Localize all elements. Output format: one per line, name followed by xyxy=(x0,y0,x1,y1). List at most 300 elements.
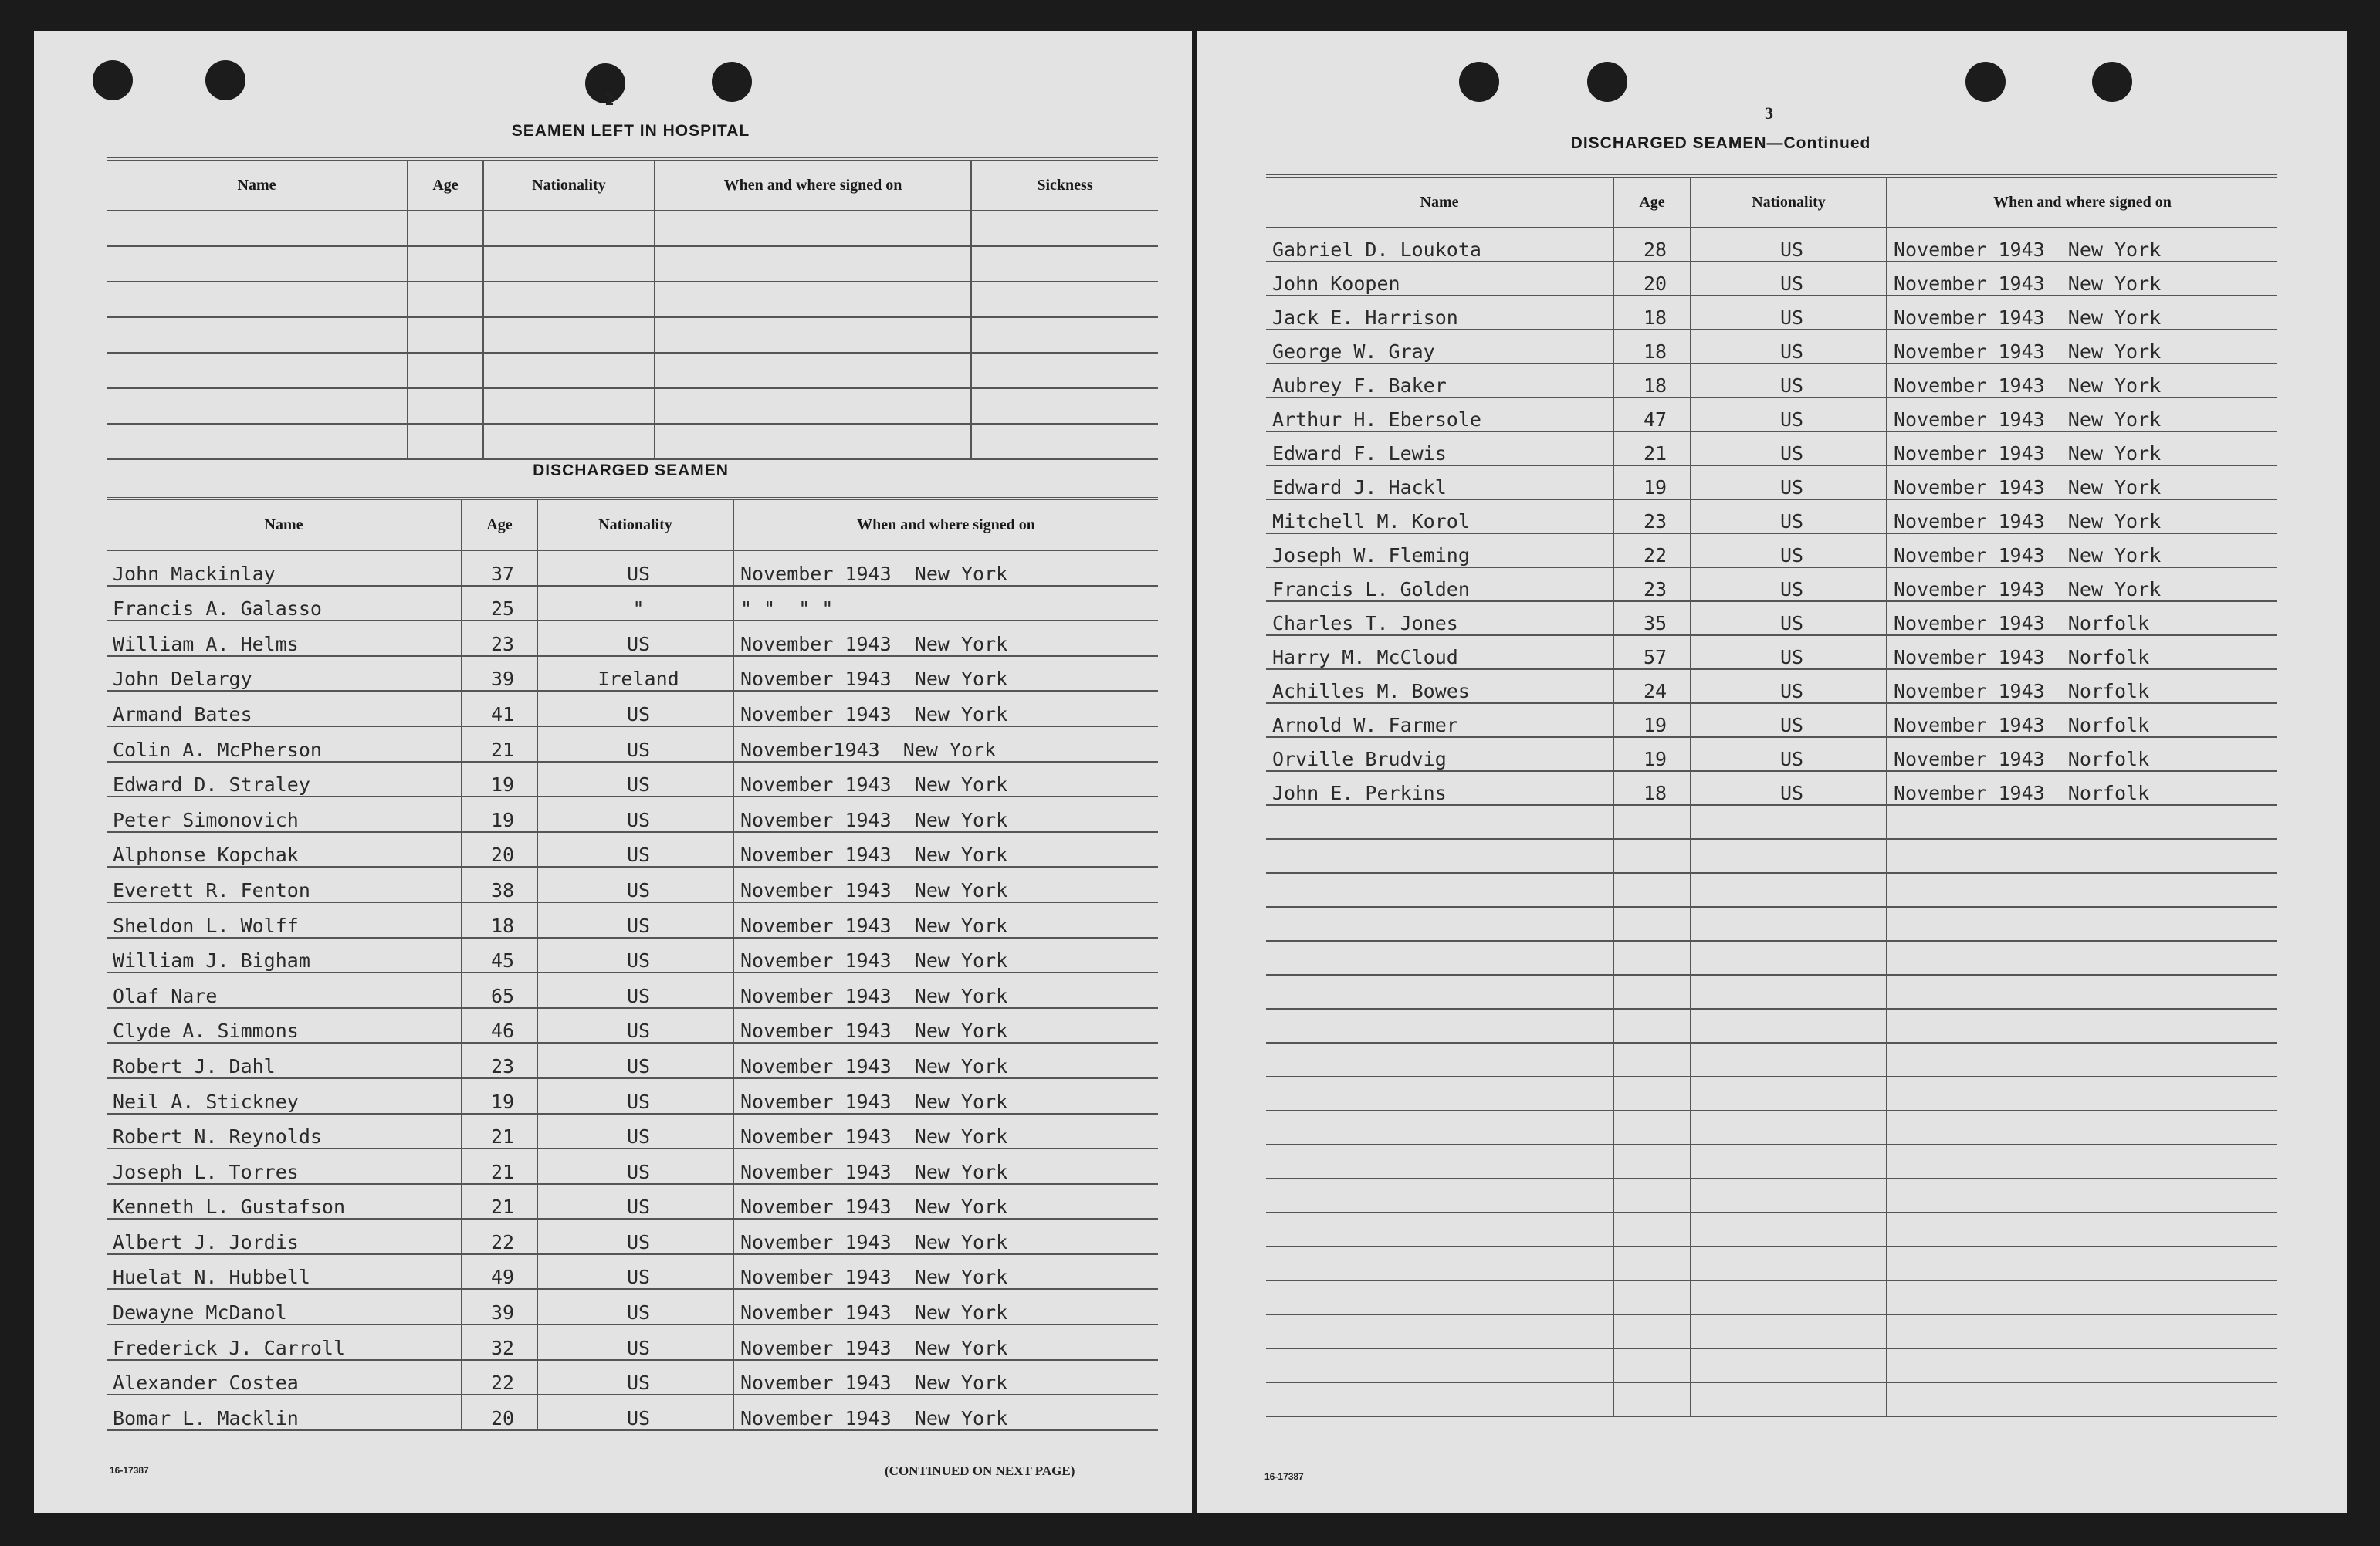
nationality-cell: US xyxy=(537,867,733,902)
when-where-cell xyxy=(655,353,971,388)
table-row xyxy=(1266,1145,2277,1179)
table-row xyxy=(1266,567,2277,601)
nationality-cell: US xyxy=(537,1219,733,1254)
age-cell: 39 xyxy=(462,1289,537,1324)
age-cell xyxy=(408,424,483,459)
nationality-cell xyxy=(1691,941,1887,975)
when-where-cell xyxy=(1887,533,2277,567)
name-cell: Harry M. McCloud xyxy=(1266,635,1613,669)
discharged-continued-title: DISCHARGED SEAMEN—Continued xyxy=(1570,134,1871,152)
signed-on-port: Norfolk xyxy=(2067,612,2150,634)
nationality-cell xyxy=(1691,907,1887,941)
nationality-cell xyxy=(483,388,655,424)
table-row xyxy=(107,1008,1158,1044)
signed-on-date: November 1943 xyxy=(1894,476,2045,499)
name-cell xyxy=(1266,839,1613,873)
name-cell xyxy=(1266,975,1613,1009)
when-where-cell xyxy=(733,902,1158,938)
age-cell: 18 xyxy=(1613,296,1691,330)
binder-hole xyxy=(1965,62,2006,102)
signed-on-date: November 1943 xyxy=(740,632,892,655)
age-cell xyxy=(1613,1348,1691,1382)
age-cell: 23 xyxy=(462,1043,537,1078)
when-where-cell xyxy=(1887,1111,2277,1145)
when-where-cell xyxy=(1887,1280,2277,1314)
age-cell: 19 xyxy=(1613,737,1691,771)
name-cell: Robert J. Dahl xyxy=(107,1043,462,1078)
table-row xyxy=(107,550,1158,586)
signed-on-port: New York xyxy=(914,1196,1008,1219)
age-cell xyxy=(1613,1247,1691,1280)
nationality-cell: US xyxy=(1691,296,1887,330)
discharged-continued-table xyxy=(1266,174,2277,1417)
age-cell xyxy=(1613,839,1691,873)
signed-on-date: November 1943 xyxy=(740,1266,892,1289)
when-where-cell xyxy=(733,1360,1158,1395)
when-where-cell xyxy=(733,550,1158,586)
name-cell xyxy=(107,424,408,459)
col-header-nationality: Nationality xyxy=(1691,176,1887,228)
nationality-cell xyxy=(1691,1382,1887,1416)
name-cell xyxy=(1266,1213,1613,1247)
name-cell: Clyde A. Simmons xyxy=(107,1008,462,1044)
name-cell: Kenneth L. Gustafson xyxy=(107,1184,462,1220)
when-where-cell xyxy=(655,388,971,424)
discharged-table xyxy=(107,497,1158,1431)
age-cell: 20 xyxy=(1613,262,1691,296)
nationality-cell xyxy=(1691,873,1887,907)
signed-on-date: November1943 xyxy=(740,738,880,761)
age-cell: 45 xyxy=(462,938,537,973)
signed-on-port: New York xyxy=(914,914,1008,937)
age-cell: 18 xyxy=(462,902,537,938)
nationality-cell: US xyxy=(537,762,733,797)
when-where-cell xyxy=(733,1149,1158,1184)
when-where-cell xyxy=(1887,1043,2277,1077)
nationality-cell xyxy=(1691,1348,1887,1382)
col-header-age: Age xyxy=(462,499,537,550)
signed-on-port: New York xyxy=(2067,306,2162,329)
when-where-cell xyxy=(733,726,1158,762)
when-where-cell xyxy=(733,938,1158,973)
when-where-cell xyxy=(733,1324,1158,1360)
table-row xyxy=(1266,1348,2277,1382)
name-cell: Frederick J. Carroll xyxy=(107,1324,462,1360)
nationality-cell: US xyxy=(1691,262,1887,296)
table-row xyxy=(1266,907,2277,941)
name-cell: Arthur H. Ebersole xyxy=(1266,397,1613,431)
age-cell: 49 xyxy=(462,1254,537,1290)
name-cell xyxy=(1266,1280,1613,1314)
table-row xyxy=(1266,975,2277,1009)
age-cell: 19 xyxy=(1613,703,1691,737)
age-cell: 28 xyxy=(1613,228,1691,262)
when-where-cell xyxy=(733,691,1158,726)
age-cell: 19 xyxy=(462,762,537,797)
name-cell: Neil A. Stickney xyxy=(107,1078,462,1114)
name-cell: Huelat N. Hubbell xyxy=(107,1254,462,1290)
name-cell xyxy=(107,353,408,388)
name-cell: John E. Perkins xyxy=(1266,771,1613,805)
when-where-cell xyxy=(1887,567,2277,601)
nationality-cell: US xyxy=(1691,635,1887,669)
age-cell: 35 xyxy=(1613,601,1691,635)
nationality-cell: US xyxy=(1691,601,1887,635)
signed-on-port: New York xyxy=(914,1372,1008,1395)
signed-on-port: Norfolk xyxy=(2067,782,2150,804)
age-cell: 47 xyxy=(1613,397,1691,431)
signed-on-date: November 1943 xyxy=(740,1406,892,1429)
when-where-cell xyxy=(733,621,1158,656)
signed-on-port: New York xyxy=(914,1125,1008,1149)
table-row xyxy=(1266,465,2277,499)
name-cell: John Mackinlay xyxy=(107,550,462,586)
name-cell xyxy=(1266,873,1613,907)
signed-on-port: New York xyxy=(914,1301,1008,1324)
table-row xyxy=(107,832,1158,868)
binder-hole xyxy=(1459,62,1499,102)
age-cell: 21 xyxy=(1613,431,1691,465)
age-cell xyxy=(408,211,483,246)
name-cell: Everett R. Fenton xyxy=(107,867,462,902)
nationality-cell: US xyxy=(1691,228,1887,262)
table-row xyxy=(107,1395,1158,1430)
when-where-cell xyxy=(655,317,971,353)
when-where-cell xyxy=(733,1114,1158,1149)
col-header-nationality: Nationality xyxy=(483,159,655,211)
name-cell: Armand Bates xyxy=(107,691,462,726)
nationality-cell: US xyxy=(1691,465,1887,499)
table-row xyxy=(1266,635,2277,669)
when-where-cell xyxy=(655,282,971,317)
table-row xyxy=(107,902,1158,938)
table-row xyxy=(107,867,1158,902)
table-row xyxy=(107,1184,1158,1220)
table-row xyxy=(1266,1382,2277,1416)
page-number: 2 xyxy=(605,90,614,109)
when-where-cell xyxy=(1887,1145,2277,1179)
signed-on-date: November 1943 xyxy=(1894,782,2045,804)
name-cell xyxy=(107,317,408,353)
age-cell: 21 xyxy=(462,1184,537,1220)
age-cell: 20 xyxy=(462,1395,537,1430)
when-where-cell xyxy=(1887,397,2277,431)
table-row xyxy=(1266,1314,2277,1348)
table-row xyxy=(107,726,1158,762)
when-where-cell xyxy=(1887,499,2277,533)
age-cell: 18 xyxy=(1613,330,1691,364)
table-row xyxy=(1266,601,2277,635)
table-row xyxy=(107,1254,1158,1290)
signed-on-date: November 1943 xyxy=(1894,612,2045,634)
name-cell xyxy=(1266,1145,1613,1179)
nationality-cell xyxy=(483,211,655,246)
col-header-when-where: When and where signed on xyxy=(733,499,1158,550)
nationality-cell xyxy=(483,424,655,459)
table-row xyxy=(107,762,1158,797)
name-cell: Albert J. Jordis xyxy=(107,1219,462,1254)
nationality-cell: US xyxy=(537,1078,733,1114)
when-where-cell xyxy=(1887,907,2277,941)
nationality-cell: US xyxy=(537,832,733,868)
nationality-cell: US xyxy=(537,550,733,586)
when-where-cell xyxy=(1887,703,2277,737)
name-cell: Olaf Nare xyxy=(107,973,462,1008)
signed-on-date: November 1943 xyxy=(740,1196,892,1219)
age-cell xyxy=(1613,1280,1691,1314)
name-cell: Sheldon L. Wolff xyxy=(107,902,462,938)
signed-on-port: New York xyxy=(914,1020,1008,1043)
when-where-cell xyxy=(1887,1009,2277,1043)
age-cell: 23 xyxy=(1613,499,1691,533)
name-cell: William J. Bigham xyxy=(107,938,462,973)
table-row xyxy=(107,353,1158,388)
name-cell: Francis A. Galasso xyxy=(107,586,462,621)
table-row xyxy=(107,656,1158,692)
table-row xyxy=(107,797,1158,832)
signed-on-port: New York xyxy=(914,562,1008,585)
sickness-cell xyxy=(971,246,1158,282)
when-where-cell xyxy=(1887,465,2277,499)
name-cell: John Koopen xyxy=(1266,262,1613,296)
nationality-cell xyxy=(1691,839,1887,873)
signed-on-date: November 1943 xyxy=(740,1301,892,1324)
table-row xyxy=(107,424,1158,459)
table-row xyxy=(1266,771,2277,805)
signed-on-date: November 1943 xyxy=(740,1336,892,1359)
name-cell xyxy=(1266,941,1613,975)
discharged-header-row xyxy=(107,499,1158,550)
when-where-cell xyxy=(733,1219,1158,1254)
when-where-cell xyxy=(1887,364,2277,397)
age-cell: 20 xyxy=(462,832,537,868)
nationality-cell: US xyxy=(1691,771,1887,805)
age-cell xyxy=(1613,1111,1691,1145)
name-cell: Edward F. Lewis xyxy=(1266,431,1613,465)
table-row xyxy=(1266,1009,2277,1043)
nationality-cell: US xyxy=(537,902,733,938)
page-number: 3 xyxy=(1765,103,1773,123)
table-row xyxy=(1266,1043,2277,1077)
age-cell xyxy=(1613,1314,1691,1348)
name-cell xyxy=(1266,1077,1613,1111)
name-cell: Dewayne McDanol xyxy=(107,1289,462,1324)
age-cell xyxy=(1613,1043,1691,1077)
signed-on-port: New York xyxy=(914,844,1008,867)
signed-on-port: New York xyxy=(914,1054,1008,1077)
nationality-cell: Ireland xyxy=(537,656,733,692)
when-where-cell xyxy=(1887,941,2277,975)
table-row xyxy=(1266,262,2277,296)
when-where-cell xyxy=(733,586,1158,621)
signed-on-port: New York xyxy=(914,1336,1008,1359)
nationality-cell: US xyxy=(1691,330,1887,364)
signed-on-date: November 1943 xyxy=(740,878,892,902)
sickness-cell xyxy=(971,353,1158,388)
name-cell: Arnold W. Farmer xyxy=(1266,703,1613,737)
age-cell xyxy=(1613,1145,1691,1179)
nationality-cell: US xyxy=(537,1395,733,1430)
when-where-cell xyxy=(733,1254,1158,1290)
signed-on-port: New York xyxy=(902,738,997,761)
table-row xyxy=(1266,873,2277,907)
signed-on-date: November 1943 xyxy=(1894,544,2045,567)
col-header-name: Name xyxy=(1266,176,1613,228)
signed-on-port: New York xyxy=(2067,578,2162,600)
sickness-cell xyxy=(971,317,1158,353)
when-where-cell xyxy=(733,1395,1158,1430)
age-cell: 65 xyxy=(462,973,537,1008)
nationality-cell: US xyxy=(1691,703,1887,737)
signed-on-port: New York xyxy=(914,1230,1008,1253)
signed-on-port: New York xyxy=(914,808,1008,831)
name-cell xyxy=(1266,1179,1613,1213)
signed-on-port: New York xyxy=(2067,476,2162,499)
age-cell xyxy=(1613,1009,1691,1043)
table-row xyxy=(107,1289,1158,1324)
age-cell: 37 xyxy=(462,550,537,586)
age-cell: 46 xyxy=(462,1008,537,1044)
sickness-cell xyxy=(971,388,1158,424)
nationality-cell: US xyxy=(537,1114,733,1149)
signed-on-port: New York xyxy=(914,632,1008,655)
nationality-cell xyxy=(483,246,655,282)
name-cell: John Delargy xyxy=(107,656,462,692)
col-header-sickness: Sickness xyxy=(971,159,1158,211)
table-row xyxy=(107,1324,1158,1360)
when-where-cell xyxy=(655,211,971,246)
table-row xyxy=(1266,397,2277,431)
table-row xyxy=(107,1078,1158,1114)
when-where-cell xyxy=(733,1289,1158,1324)
table-row xyxy=(1266,533,2277,567)
when-where-cell xyxy=(733,832,1158,868)
signed-on-port: New York xyxy=(2067,442,2162,465)
sickness-cell xyxy=(971,424,1158,459)
when-where-cell xyxy=(1887,330,2277,364)
when-where-cell xyxy=(1887,805,2277,839)
nationality-cell xyxy=(1691,975,1887,1009)
age-cell: 18 xyxy=(1613,771,1691,805)
table-row xyxy=(107,691,1158,726)
age-cell xyxy=(1613,941,1691,975)
table-row xyxy=(107,973,1158,1008)
when-where-cell xyxy=(733,1043,1158,1078)
nationality-cell: US xyxy=(537,1043,733,1078)
age-cell: 18 xyxy=(1613,364,1691,397)
name-cell: Robert N. Reynolds xyxy=(107,1114,462,1149)
signed-on-date: November 1943 xyxy=(740,949,892,973)
age-cell xyxy=(408,282,483,317)
signed-on-port: New York xyxy=(2067,374,2162,397)
when-where-cell xyxy=(1887,1314,2277,1348)
table-row xyxy=(1266,499,2277,533)
when-where-cell xyxy=(733,656,1158,692)
col-header-nationality: Nationality xyxy=(537,499,733,550)
nationality-cell xyxy=(1691,1077,1887,1111)
nationality-cell: US xyxy=(537,1149,733,1184)
age-cell: 23 xyxy=(462,621,537,656)
age-cell: 19 xyxy=(462,1078,537,1114)
hospital-header-row xyxy=(107,159,1158,211)
when-where-cell xyxy=(1887,1077,2277,1111)
table-row xyxy=(107,1149,1158,1184)
table-row xyxy=(107,1114,1158,1149)
signed-on-date: November 1943 xyxy=(1894,578,2045,600)
name-cell: Peter Simonovich xyxy=(107,797,462,832)
signed-on-port: New York xyxy=(914,984,1008,1007)
age-cell: 21 xyxy=(462,726,537,762)
age-cell xyxy=(1613,975,1691,1009)
signed-on-port: New York xyxy=(2067,408,2162,431)
age-cell: 57 xyxy=(1613,635,1691,669)
nationality-cell xyxy=(483,317,655,353)
name-cell: Charles T. Jones xyxy=(1266,601,1613,635)
binder-hole xyxy=(712,62,752,102)
nationality-cell xyxy=(1691,805,1887,839)
nationality-cell xyxy=(1691,1111,1887,1145)
signed-on-port: " " xyxy=(798,597,834,621)
signed-on-date: November 1943 xyxy=(1894,408,2045,431)
when-where-cell xyxy=(1887,669,2277,703)
nationality-cell: US xyxy=(1691,669,1887,703)
table-row xyxy=(1266,941,2277,975)
table-row xyxy=(1266,669,2277,703)
table-row xyxy=(107,1219,1158,1254)
when-where-cell xyxy=(1887,873,2277,907)
name-cell xyxy=(1266,907,1613,941)
when-where-cell xyxy=(1887,601,2277,635)
when-where-cell xyxy=(1887,839,2277,873)
when-where-cell xyxy=(1887,771,2277,805)
signed-on-date: November 1943 xyxy=(740,808,892,831)
nationality-cell: US xyxy=(1691,397,1887,431)
when-where-cell xyxy=(733,1008,1158,1044)
table-row xyxy=(1266,431,2277,465)
nationality-cell: US xyxy=(537,1008,733,1044)
signed-on-date: November 1943 xyxy=(1894,306,2045,329)
when-where-cell xyxy=(733,867,1158,902)
signed-on-port: New York xyxy=(914,702,1008,726)
signed-on-port: New York xyxy=(914,1406,1008,1429)
nationality-cell xyxy=(1691,1314,1887,1348)
signed-on-port: New York xyxy=(2067,510,2162,533)
nationality-cell xyxy=(483,353,655,388)
table-row xyxy=(1266,1213,2277,1247)
signed-on-date: November 1943 xyxy=(1894,238,2045,261)
when-where-cell xyxy=(1887,431,2277,465)
age-cell xyxy=(408,388,483,424)
name-cell: Francis L. Golden xyxy=(1266,567,1613,601)
signed-on-date: November 1943 xyxy=(1894,748,2045,770)
signed-on-port: New York xyxy=(914,949,1008,973)
col-header-name: Name xyxy=(107,499,462,550)
table-row xyxy=(1266,330,2277,364)
when-where-cell xyxy=(1887,1179,2277,1213)
nationality-cell: US xyxy=(537,1324,733,1360)
signed-on-date: November 1943 xyxy=(740,1372,892,1395)
form-number: 16-17387 xyxy=(110,1465,149,1476)
signed-on-port: New York xyxy=(914,1160,1008,1183)
nationality-cell: US xyxy=(537,1254,733,1290)
nationality-cell xyxy=(1691,1247,1887,1280)
nationality-cell: US xyxy=(1691,567,1887,601)
table-row xyxy=(107,1043,1158,1078)
table-row xyxy=(1266,703,2277,737)
age-cell: 41 xyxy=(462,691,537,726)
name-cell xyxy=(1266,1247,1613,1280)
age-cell xyxy=(408,353,483,388)
